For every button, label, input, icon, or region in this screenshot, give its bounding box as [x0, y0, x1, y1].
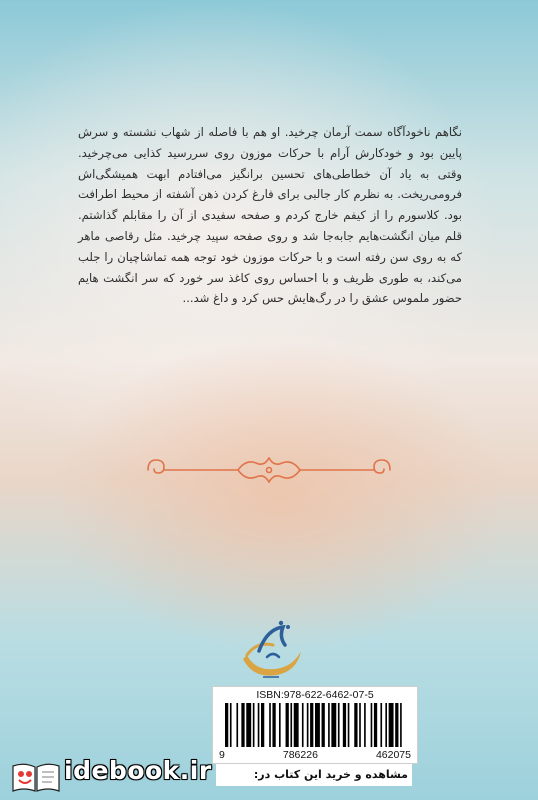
barcode-digit-group: 9	[219, 749, 225, 761]
site-caption: مشاهده و خرید این کتاب در:	[216, 764, 412, 786]
barcode	[212, 686, 418, 764]
excerpt-line: و صفحه سفیدی از آن را مقابلم گذاشتم. قلم میان	[78, 208, 463, 243]
barcode-bars-icon	[225, 703, 405, 747]
excerpt-line: فرومی‌ریخت. به نظرم کار جالبی برای فارغ کردن ذهن	[198, 187, 463, 202]
excerpt-line: شد...	[182, 291, 210, 306]
publisher-logo-icon	[233, 615, 307, 683]
excerpt-line: انگشت‌هایم جابه‌جا شد و روی صفحه سپید چرخید. مثل	[143, 228, 414, 243]
book-store-icon	[10, 760, 62, 794]
barcode-digit-group: 786226	[282, 749, 318, 761]
barcode-digit-group: 462075	[375, 749, 411, 761]
excerpt-line: موزون روی سررسید کذایی می‌چرخید. وقتی به یاد آن	[78, 145, 463, 181]
site-brand: idebook.ir	[64, 756, 212, 785]
book-excerpt	[78, 122, 462, 309]
excerpt-line: خطاطی‌های تحسین برانگیز می‌افتادم ابهت همیشگی‌اش	[78, 166, 371, 181]
excerpt-line: آشفته از محیط اطرافت بود. کلاسورم را از کیفم خارج کردم	[78, 187, 463, 223]
excerpt-line: ظریف و با احساس روی کاغذ سر خورد که سر انگشت	[103, 270, 375, 285]
excerpt-line: نگاهم ناخودآگاه سمت آرمان چرخید. او هم با فاصله از	[195, 125, 462, 139]
excerpt-line: هایم حضور ملموس عشق را در رگ‌هایش حس کرد و داغ	[78, 270, 462, 306]
excerpt-line: رقاصی ماهر که به روی سن رفته است و با حرکات موزون	[78, 228, 462, 264]
isbn-label: ISBN:978-622-6462-07-5	[256, 689, 374, 701]
excerpt-line: شهاب نشسته و سرش پایین بود و خودکارش آرام با حرکات	[78, 125, 463, 160]
excerpt-line: خود توجه همه تماشاچیان را جلب می‌کند، به طوری	[78, 249, 463, 285]
ornament-divider-icon	[146, 455, 392, 485]
site-watermark	[6, 754, 534, 798]
